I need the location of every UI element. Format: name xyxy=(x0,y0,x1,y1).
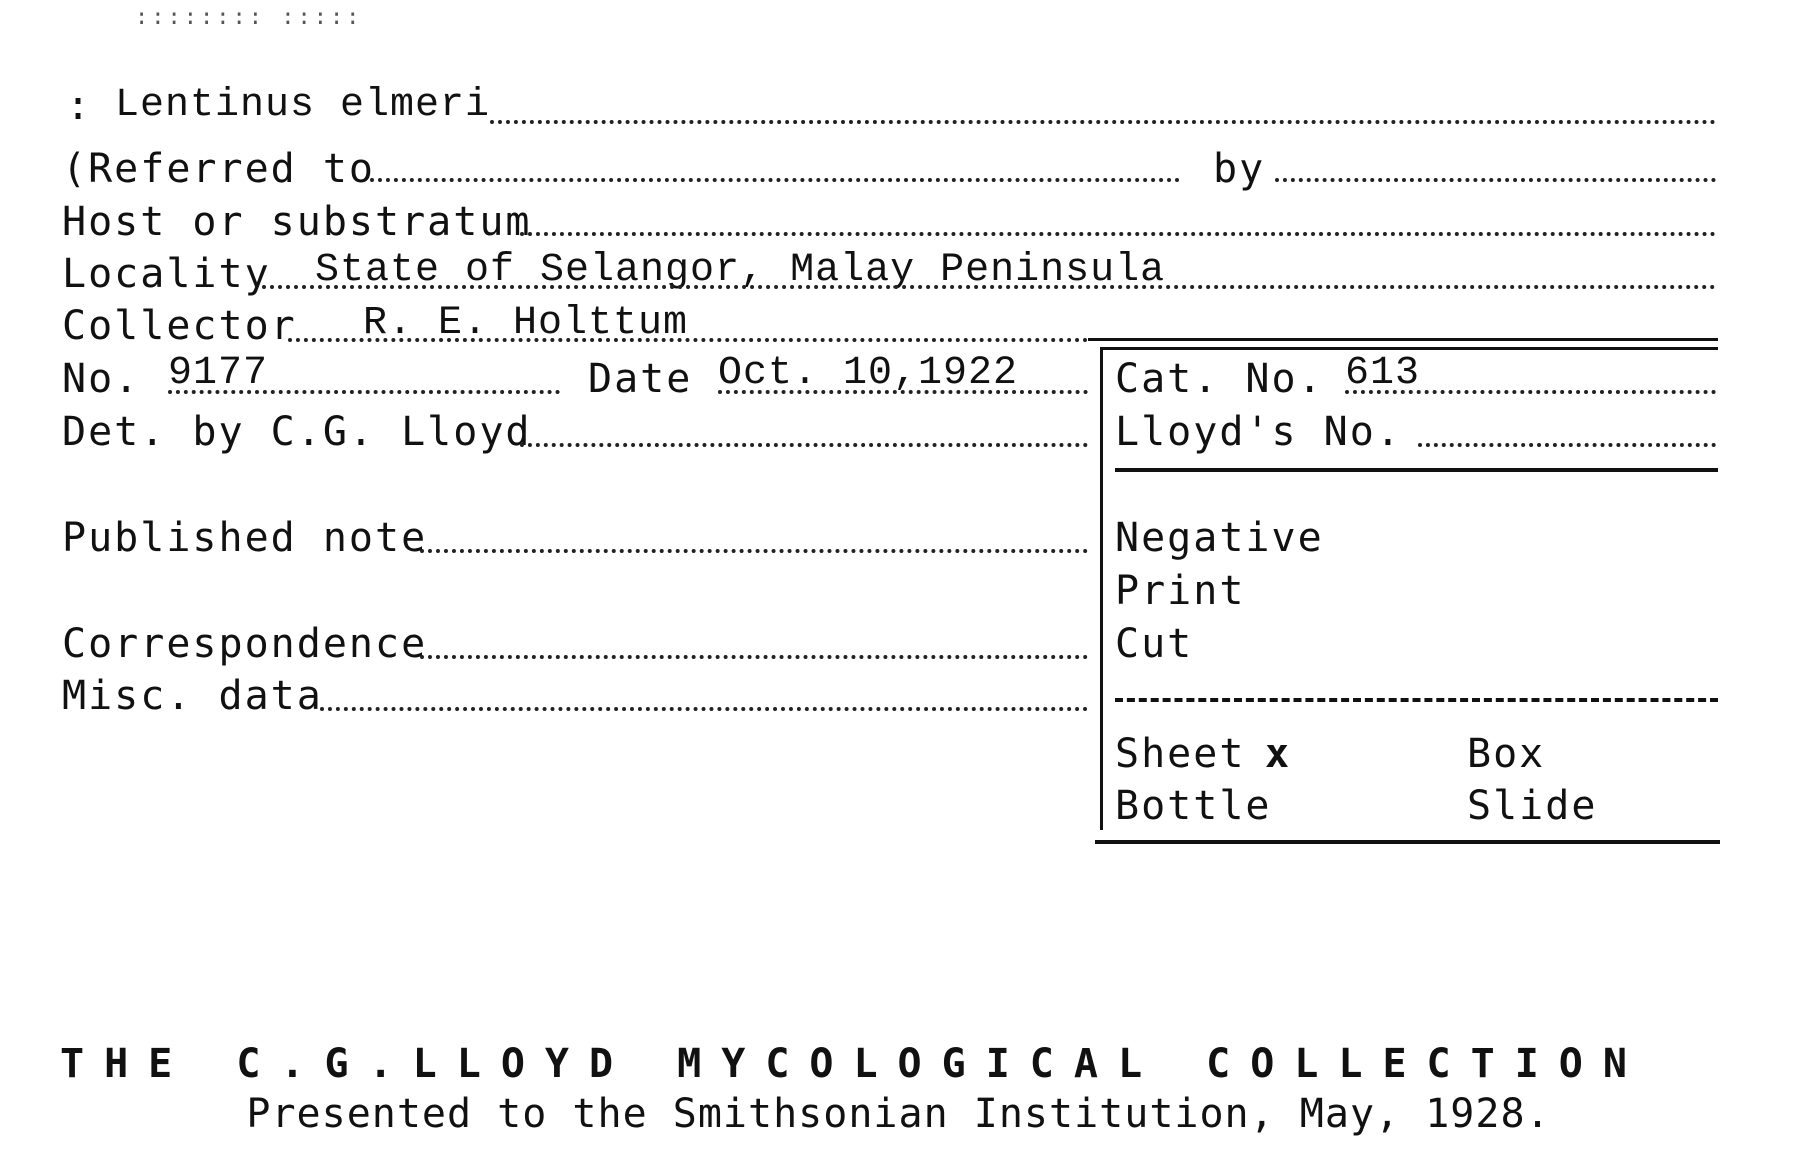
published-note-label: Published note xyxy=(62,515,428,561)
collector-label: Collector xyxy=(62,303,297,349)
referred-to-dotted-line xyxy=(370,178,1180,182)
host-label: Host or substratum xyxy=(62,199,532,245)
bottle-label: Bottle xyxy=(1115,783,1272,829)
date-value: Oct. 10,1922 xyxy=(718,351,1019,396)
misc-data-dotted-line xyxy=(320,707,1088,711)
box-left-rule xyxy=(1100,350,1103,830)
published-note-dotted-line xyxy=(420,549,1088,553)
det-by-label: Det. by C.G. Lloyd xyxy=(62,409,532,455)
cut-label: Cut xyxy=(1115,621,1194,667)
host-dotted-line xyxy=(520,232,1716,236)
date-label: Date xyxy=(588,356,693,402)
box-divider-2 xyxy=(1115,698,1718,702)
no-dotted-line xyxy=(168,390,560,394)
referred-to-label: (Referred to xyxy=(62,146,375,192)
species-name: Lentinus elmeri xyxy=(115,83,491,128)
collector-value: R. E. Holttum xyxy=(363,301,689,346)
box-label: Box xyxy=(1467,731,1546,777)
cat-no-label: Cat. No. xyxy=(1115,356,1324,402)
locality-dotted-line xyxy=(262,285,1716,289)
date-dotted-line xyxy=(718,390,1088,394)
correspondence-label: Correspondence xyxy=(62,621,428,667)
sheet-label: Sheet xyxy=(1115,731,1246,777)
faded-stamp: :::::::: ::::: xyxy=(135,5,363,30)
lloyds-no-label: Lloyd's No. xyxy=(1115,409,1402,455)
misc-data-label: Misc. data xyxy=(62,673,323,719)
cat-no-dotted-line xyxy=(1345,390,1716,394)
locality-label: Locality xyxy=(62,251,271,297)
negative-label: Negative xyxy=(1115,515,1324,561)
det-by-dotted-line xyxy=(520,443,1088,447)
lloyds-no-dotted-line xyxy=(1418,443,1716,447)
cat-no-value: 613 xyxy=(1345,351,1421,396)
print-label: Print xyxy=(1115,568,1246,614)
correspondence-dotted-line xyxy=(420,655,1088,659)
collection-title: THE C.G.LLOYD MYCOLOGICAL COLLECTION xyxy=(60,1041,1647,1087)
by-label: by xyxy=(1213,146,1266,192)
collector-dotted-line xyxy=(288,338,1088,342)
row-bullet: : xyxy=(66,83,93,129)
locality-value: State of Selangor, Malay Peninsula xyxy=(315,248,1166,293)
no-label: No. xyxy=(62,356,141,402)
slide-label: Slide xyxy=(1467,783,1598,829)
no-value: 9177 xyxy=(168,351,269,396)
box-divider-1 xyxy=(1115,468,1718,472)
box-bottom-rule xyxy=(1095,840,1720,844)
species-dotted-line xyxy=(490,120,1716,124)
sheet-mark: x xyxy=(1265,731,1292,777)
box-top-rule-1 xyxy=(1088,338,1718,341)
by-dotted-line xyxy=(1275,178,1716,182)
collection-subtitle: Presented to the Smithsonian Institution, May, 1928. xyxy=(246,1091,1551,1137)
